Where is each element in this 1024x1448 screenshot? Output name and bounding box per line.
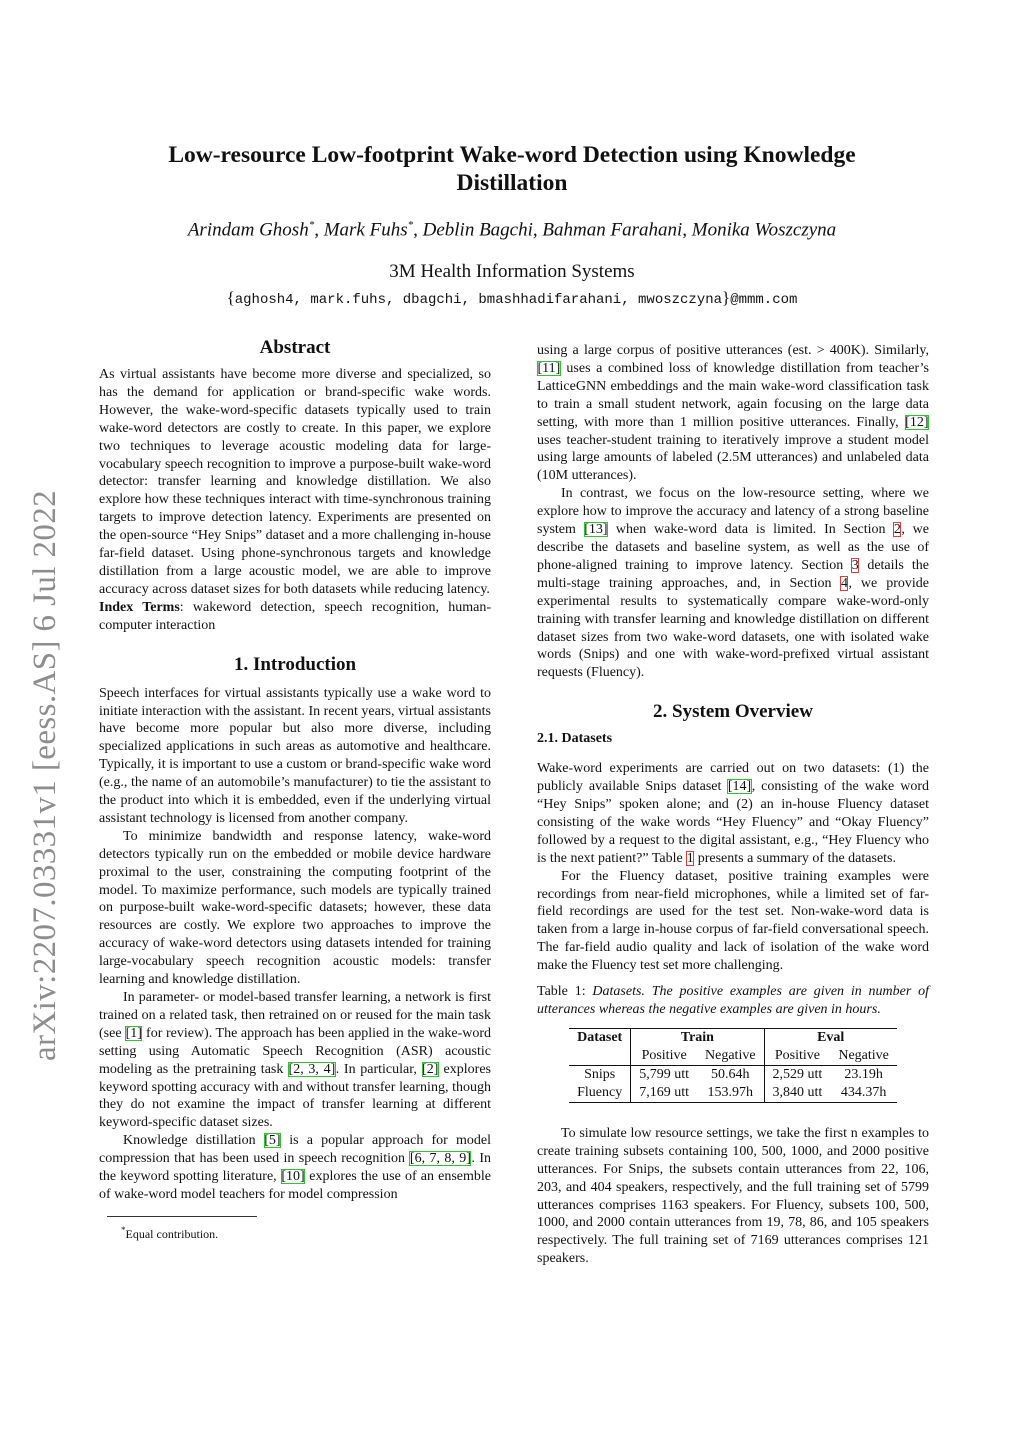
text-run: is a popular approach for model compression that has been used in speech recognition	[99, 1133, 491, 1167]
abstract-heading: Abstract	[259, 337, 331, 358]
abstract-text: As virtual assistants have become more diverse and specialized, so has the demand for application or brand-specific wake words. However, the wake-word-specific datasets typically used to train wake-word detectors are costly to create. In this paper, we explore two techniques to leverage acoustic modeling data for large-vocabulary speech recognition to improve a purpose-built wake-word detector: transfer learning and knowledge distillation. We also explore how these techniques interact with time-synchronous training targets to improve detection latency. Experiments are presented on the open-source “Hey Snips” dataset and a more challenging in-house far-field dataset. Using phone-synchronous targets and knowledge distillation from a large acoustic model, we are able to improve accuracy across dataset sizes for both datasets while reducing latency.	[99, 367, 491, 597]
table-row	[569, 1084, 897, 1103]
caption-text: Datasets. The positive examples are given in number of utterances whereas the negative examples are given in hours.	[537, 984, 930, 1017]
datasets-subheading: 2.1. Datasets	[537, 731, 613, 747]
left-column	[99, 336, 491, 1242]
section-link[interactable]: 3	[851, 557, 859, 573]
author-mark: *	[308, 219, 315, 231]
text-run: uses teacher-student training to iteratively improve a student model using large amounts of labeled (2.5M utterances) and unlabeled data (10M utterances).	[537, 432, 929, 484]
intro-paragraph	[99, 989, 491, 1132]
header-dataset: Dataset	[569, 1028, 631, 1065]
body-paragraph	[537, 760, 929, 867]
subheader-cell: Positive	[774, 1047, 820, 1063]
body-paragraph: To simulate low resource settings, we take the first n examples to create training subsets containing 100, 500, 1000, and 2000 positive utterances. For Snips, the subsets contain utterances from 22, 106, 203, and 404 speakers, respectively, and the full training set of 5799 utterances comprises 1163 speakers. For Fluency, subsets 100, 500, 1000, and 2000 contain utterances from 19, 78, 86, and 105 speakers respectively. The full training set of 7169 utterances comprises 121 speakers.	[537, 1125, 929, 1267]
text-run: details the multi-stage training approaches, and, in Section	[537, 557, 929, 591]
affiliation: 3M Health Information Systems	[389, 261, 635, 282]
author-name: Mark Fuhs	[323, 219, 408, 241]
text-run: uses a combined loss of knowledge distillation from teacher’s LatticeGNN embeddings and the main wake-word classification task to train a small student network, again focusing on the large data setting, with more than 1 million positive utterances. Finally,	[537, 360, 929, 430]
arxiv-stamp: arXiv:2207.03331v1 [eess.AS] 6 Jul 2022	[27, 489, 63, 1061]
citation-link[interactable]: [10]	[281, 1169, 305, 1185]
table-header-row	[569, 1028, 897, 1047]
email-domain: @mmm.com	[730, 292, 798, 308]
citation-link[interactable]: [11]	[537, 360, 561, 376]
text-run: explores keyword spotting accuracy with and without transfer learning, though they do not examine the impact of transfer learning at different keyword-specific dataset sizes.	[99, 1061, 491, 1131]
author-name: Arindam Ghosh	[187, 219, 309, 241]
table-link[interactable]: 1	[686, 850, 694, 866]
author-list: Arindam Ghosh*, Mark Fuhs*, Deblin Bagchi, Bahman Farahani, Monika Woszczyna	[187, 219, 837, 241]
subheader-cell: Positive	[641, 1047, 687, 1063]
text-run: when wake-word data is limited. In Section	[608, 522, 894, 538]
author-name: Monika Woszczyna	[691, 219, 837, 241]
citation-link[interactable]: [14]	[727, 779, 752, 795]
text-run: . In the keyword spotting literature,	[99, 1151, 491, 1185]
intro-paragraph	[537, 342, 929, 485]
text-run: In contrast, we focus on the low-resource setting, where we explore how to improve the accuracy and latency of a strong baseline system	[537, 486, 929, 538]
system-overview-heading: 2. System Overview	[653, 701, 813, 723]
citation-link[interactable]: [6, 7, 8, 9]	[409, 1151, 471, 1167]
table-cell: 23.19h	[830, 1065, 897, 1084]
table-cell: 2,529 utt	[764, 1065, 830, 1084]
subheader-cell: Negative	[697, 1047, 764, 1066]
intro-paragraph: To minimize bandwidth and response latency, wake-word detectors typically run on the embedded or mobile device hardware proximal to the user, constraining the computing footprint of the model. To maximize performance, such models are typically trained on purpose-built wake-word-specific datasets; however, these data resources are costly. We explore two approaches to improve the accuracy of wake-word detectors using datasets intended for training large-vocabulary speech recognition acoustic models: transfer learning and knowledge distillation.	[99, 828, 491, 988]
text-run: for review). The approach has been applied in the wake-word setting using Automatic Speech Recognition (ASR) acoustic modeling as the pretraining task	[99, 1025, 492, 1077]
section-link[interactable]: 2	[893, 522, 901, 538]
citation-link[interactable]: [2]	[422, 1061, 439, 1077]
table-caption	[537, 983, 929, 1019]
footnote-text: Equal contribution.	[125, 1226, 219, 1241]
right-column	[537, 342, 929, 1268]
index-terms	[99, 599, 491, 635]
text-run: Knowledge distillation	[123, 1133, 264, 1149]
table-cell: Snips	[569, 1065, 631, 1084]
section-link[interactable]: 4	[840, 575, 848, 591]
table-cell: 153.97h	[697, 1084, 764, 1103]
text-run: explores the use of an ensemble of wake-word model teachers for model compression	[99, 1169, 491, 1202]
table-cell: 7,169 utt	[631, 1084, 697, 1103]
header-eval: Eval	[764, 1028, 897, 1047]
footnote-mark: *	[121, 1224, 126, 1235]
author-name: Deblin Bagchi	[422, 219, 533, 241]
citation-link[interactable]: [2, 3, 4]	[288, 1061, 336, 1077]
citation-link[interactable]: [5]	[264, 1133, 281, 1149]
author-name: Bahman Farahani	[542, 219, 683, 241]
text-run: using a large corpus of positive utterances (est. > 400K). Similarly,	[537, 343, 929, 358]
text-run: presents a summary of the datasets.	[694, 850, 896, 866]
intro-paragraph: Speech interfaces for virtual assistants typically use a wake word to initiate interaction with the assistant. In recent years, virtual assistants have become more popular but also more diverse, including specialized applications in such areas as automotive and healthcare. Typically, it is important to use a custom or brand-specific wake word (e.g., the name of an automobile’s manufacturer) to tie the assistant to the product into which it is embedded, even if the underlying virtual assistant technology is licensed from another company.	[99, 685, 491, 826]
table-cell: Fluency	[569, 1084, 631, 1103]
body-paragraph: For the Fluency dataset, positive training examples were recordings from near-field microphones, while a limited set of far-field recordings are used for the test set. Non-wake-word data is taken from a large in-house corpus of far-field conversational speech. The far-field audio quality and lack of isolation of the wake word make the Fluency test set more challenging.	[537, 868, 929, 974]
author-mark: *	[407, 219, 414, 231]
citation-link[interactable]: [1]	[125, 1025, 142, 1041]
intro-paragraph	[537, 485, 929, 682]
caption-label: Table 1:	[537, 984, 593, 1000]
index-terms-text: : wakeword detection, speech recognition, human-computer interaction	[99, 599, 492, 633]
table-cell: 50.64h	[697, 1065, 764, 1084]
citation-link[interactable]: [12]	[905, 414, 929, 430]
footnote	[99, 1223, 491, 1242]
table-row	[569, 1065, 897, 1084]
text-run: Wake-word experiments are carried out on two datasets: (1) the publicly available Snips dataset	[537, 761, 929, 795]
citation-link[interactable]: [13]	[584, 522, 608, 538]
header-train: Train	[631, 1028, 764, 1047]
text-run: , we provide experimental results to systematically compare wake-word-only training with transfer learning and knowledge distillation on different dataset sizes from two wake-word datasets, one with isolated wake words (Snips) and one with wake-word-prefixed virtual assistant requests (Fluency).	[537, 575, 929, 681]
introduction-heading: 1. Introduction	[233, 653, 357, 675]
text-run: , consisting of the wake word “Hey Snips” spoken alone; and (2) an in-house Fluency dataset consisting of the wake words “Hey Fluency” and “Okay Fluency” followed by a request to the digital assistant, e.g., “Hey Fluency who is the next patient?” Table	[537, 779, 929, 866]
subheader-cell: Negative	[838, 1047, 889, 1063]
index-terms-label: Index Terms	[99, 599, 180, 615]
intro-paragraph	[99, 1132, 491, 1204]
text-run: In parameter- or model-based transfer learning, a network is first trained on a related task, then retrained on or reused for the main task (see	[99, 990, 491, 1041]
table-cell: 434.37h	[830, 1084, 897, 1103]
datasets-table	[569, 1028, 897, 1103]
text-run: , we describe the datasets and baseline system, as well as the use of phone-aligned training to improve latency. Section	[537, 522, 930, 573]
email-users: aghosh4, mark.fuhs, dbagchi, bmashhadifarahani, mwoszczyna	[234, 292, 723, 308]
paper-title: Low-resource Low-footprint Wake-word Detection using Knowledge Distillation	[168, 142, 856, 196]
footnote-rule	[107, 1216, 257, 1217]
table-cell: 3,840 utt	[764, 1084, 830, 1103]
table-cell: 5,799 utt	[631, 1065, 697, 1084]
text-run: . In particular,	[335, 1061, 422, 1077]
email-list: {aghosh4, mark.fuhs, dbagchi, bmashhadifarahani, mwoszczyna}@mmm.com	[226, 288, 798, 308]
